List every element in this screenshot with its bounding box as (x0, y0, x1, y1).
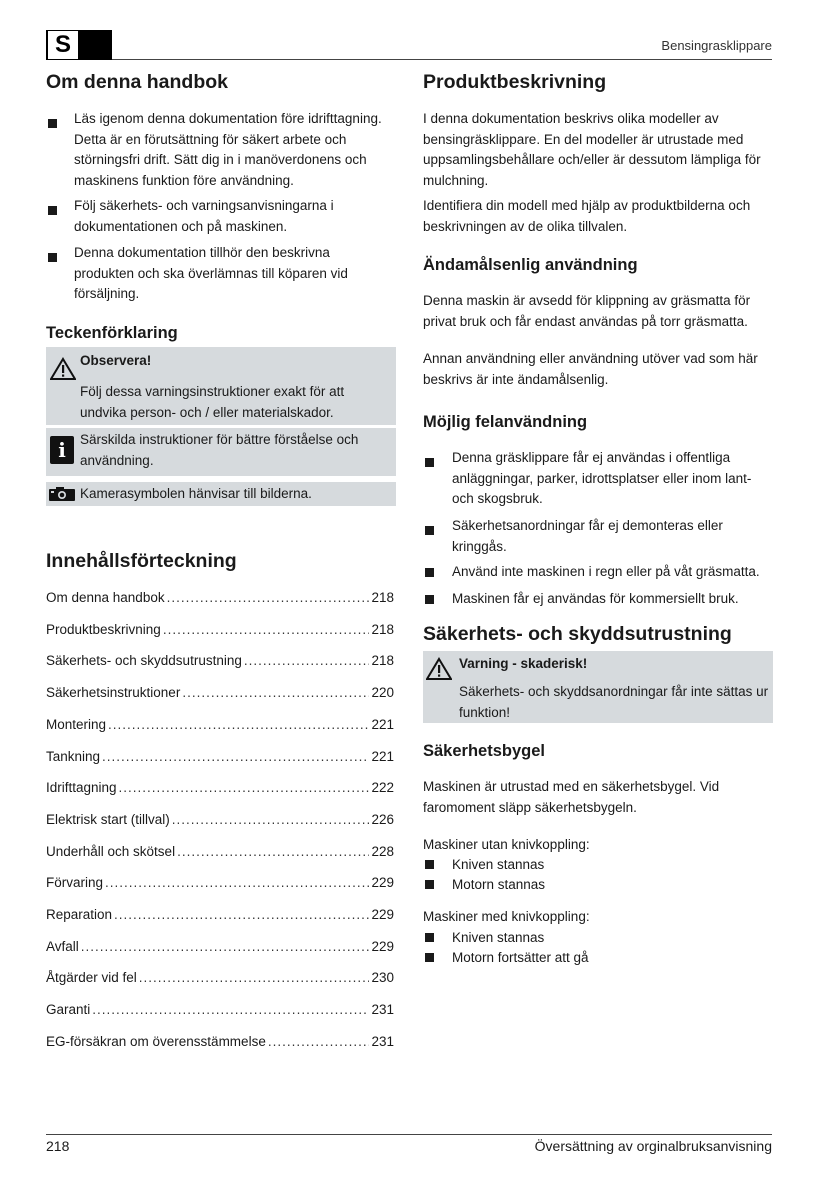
section-heading-product: Produktbeskrivning (423, 71, 607, 93)
toc-entry[interactable] (46, 1000, 394, 1020)
toc-entry-page: 230 (371, 970, 394, 985)
toc-entry-title: Garanti (46, 1002, 91, 1017)
toc-entry-page: 218 (371, 590, 394, 605)
toc-entry[interactable] (46, 620, 394, 640)
misuse-item-2: Säkerhetsanordningar får ej demonteras eller kringgås. (452, 518, 723, 554)
safety-warning-text: Säkerhets- och skyddsanordningar får inte sättas ur funktion! (459, 684, 769, 720)
toc-entry[interactable] (46, 651, 394, 671)
toc-entry-page: 226 (371, 812, 394, 827)
toc-entry-title: Förvaring (46, 875, 104, 890)
toc-leader-dots (119, 778, 370, 798)
toc-entry-title: Avfall (46, 939, 79, 954)
toc-entry-page: 229 (371, 875, 394, 890)
about-item-1: Läs igenom denna dokumentation före idrifttagning. Detta är en förutsättning för säkert arbete och störningsfri drift. Sätt dig in i manöverdonens och maskinens funktion före användning. (74, 111, 382, 188)
toc-leader-dots (102, 747, 369, 767)
toc-leader-dots (114, 905, 369, 925)
toc-entry-title: Om denna handbok (46, 590, 165, 605)
toc-entry-title: Reparation (46, 907, 113, 922)
toc-entry-title: Tankning (46, 749, 101, 764)
toc-leader-dots (81, 937, 370, 957)
running-header-title: Bensingrasklippare (661, 38, 772, 53)
bail-group1-item-2: Motorn stannas (452, 877, 546, 892)
bail-group1-label: Maskiner utan knivkoppling: (423, 837, 590, 852)
section-heading-legend: Teckenförklaring (46, 324, 178, 342)
toc-leader-dots (268, 1032, 370, 1052)
misuse-item-1: Denna gräsklippare får ej användas i offentliga anläggningar, parker, idrottsplatser eller inom lant- och skogsbruk. (452, 450, 752, 506)
toc-leader-dots (92, 1000, 369, 1020)
safety-warning-title: Varning - skaderisk! (459, 656, 588, 671)
info-icon: i (50, 436, 74, 464)
misuse-item-3: Använd inte maskinen i regn eller på våt gräsmatta. (452, 564, 760, 579)
toc-leader-dots (163, 620, 370, 640)
toc-entry[interactable] (46, 1032, 394, 1052)
toc-leader-dots (108, 715, 369, 735)
bail-group1-item-1: Kniven stannas (452, 857, 545, 872)
section-heading-bail: Säkerhetsbygel (423, 742, 545, 760)
toc-entry[interactable] (46, 683, 394, 703)
bullet-marker (425, 953, 434, 962)
bullet-marker (48, 253, 57, 262)
warning-triangle-icon (426, 657, 452, 681)
toc-entry-page: 218 (371, 653, 394, 668)
toc-leader-dots (172, 810, 370, 830)
toc-entry-page: 229 (371, 939, 394, 954)
section-heading-safety: Säkerhets- och skyddsutrustning (423, 623, 732, 645)
info-text: Särskilda instruktioner för bättre förståelse och användning. (80, 432, 359, 468)
toc-entry-title: Åtgärder vid fel (46, 970, 137, 985)
bullet-marker (48, 119, 57, 128)
bullet-marker (425, 860, 434, 869)
toc-leader-dots (167, 588, 370, 608)
bullet-marker (48, 206, 57, 215)
toc-entry[interactable] (46, 937, 394, 957)
toc-entry-title: Underhåll och skötsel (46, 844, 176, 859)
bail-paragraph: Maskinen är utrustad med en säkerhetsbygel. Vid faromoment släpp säkerhetsbygeln. (423, 779, 720, 815)
toc-entry[interactable] (46, 715, 394, 735)
toc-entry-page: 222 (371, 780, 394, 795)
toc-entry[interactable] (46, 905, 394, 925)
product-paragraph-2: Identifiera din modell med hjälp av produktbilderna och beskrivningen av de olika tillvalen. (423, 198, 751, 234)
product-paragraph-1: I denna dokumentation beskrivs olika modeller av bensingräsklippare. En del modeller är utrustade med uppsamlingsbehållare och/eller är dessutom lämpliga för mulchning. (423, 111, 761, 188)
bail-group2-label: Maskiner med knivkoppling: (423, 909, 590, 924)
toc-entry-page: 228 (371, 844, 394, 859)
toc-entry-title: Montering (46, 717, 107, 732)
toc-entry-page: 220 (371, 685, 394, 700)
section-heading-intended-use: Ändamålsenlig användning (423, 256, 638, 274)
bail-group2-item-1: Kniven stannas (452, 930, 545, 945)
toc-entry-page: 231 (371, 1034, 394, 1049)
toc-entry-title: Elektrisk start (tillval) (46, 812, 170, 827)
toc-leader-dots (105, 873, 369, 893)
toc-entry-title: Produktbeskrivning (46, 622, 161, 637)
warning-text: Följ dessa varningsinstruktioner exakt för att undvika person- och / eller materialskador. (80, 384, 345, 420)
toc-entry-title: Idrifttagning (46, 780, 117, 795)
toc-entry-page: 218 (371, 622, 394, 637)
toc-entry-page: 231 (371, 1002, 394, 1017)
misuse-item-4: Maskinen får ej användas för kommersiellt bruk. (452, 591, 739, 606)
toc-entry[interactable] (46, 778, 394, 798)
toc-leader-dots (182, 683, 369, 703)
toc-entry[interactable] (46, 588, 394, 608)
toc-leader-dots (139, 968, 370, 988)
intended-use-paragraph-1: Denna maskin är avsedd för klippning av gräsmatta för privat bruk och får endast användas på torr gräsmatta. (423, 293, 751, 329)
toc-entry[interactable] (46, 873, 394, 893)
about-item-3: Denna dokumentation tillhör den beskrivna produkten och ska överlämnas till köparen vid försäljning. (74, 245, 348, 301)
toc-entry-page: 221 (371, 717, 394, 732)
bullet-marker (425, 526, 434, 535)
toc-entry-title: EG-försäkran om överensstämmelse (46, 1034, 266, 1049)
bullet-marker (425, 458, 434, 467)
toc-entry[interactable] (46, 747, 394, 767)
bail-group2-item-2: Motorn fortsätter att gå (452, 950, 589, 965)
section-heading-misuse: Möjlig felanvändning (423, 413, 588, 431)
section-heading-toc: Innehållsförteckning (46, 550, 237, 572)
toc-entry[interactable] (46, 968, 394, 988)
language-code: S (48, 31, 78, 59)
warning-triangle-icon (50, 357, 76, 381)
toc-leader-dots (177, 842, 369, 862)
section-heading-about: Om denna handbok (46, 71, 229, 93)
toc-entry-title: Säkerhetsinstruktioner (46, 685, 181, 700)
about-item-2: Följ säkerhets- och varningsanvisningarna i dokumentationen och på maskinen. (74, 198, 334, 234)
bullet-marker (425, 568, 434, 577)
camera-icon (48, 486, 76, 502)
toc-entry-page: 229 (371, 907, 394, 922)
footer-page-number: 218 (46, 1138, 70, 1154)
footer-text: Översättning av orginalbruksanvisning (534, 1138, 772, 1154)
toc-leader-dots (244, 651, 370, 671)
toc-entry-title: Säkerhets- och skyddsutrustning (46, 653, 242, 668)
toc-entry-page: 221 (371, 749, 394, 764)
header-rule (112, 59, 772, 60)
bullet-marker (425, 595, 434, 604)
warning-title: Observera! (80, 353, 152, 368)
toc-entry[interactable] (46, 842, 394, 862)
bullet-marker (425, 880, 434, 889)
bullet-marker (425, 933, 434, 942)
footer-rule (46, 1134, 772, 1135)
toc-entry[interactable] (46, 810, 394, 830)
camera-text: Kamerasymbolen hänvisar till bilderna. (80, 486, 312, 501)
intended-use-paragraph-2: Annan användning eller användning utöver vad som här beskrivs är inte ändamålsenlig. (423, 351, 758, 387)
